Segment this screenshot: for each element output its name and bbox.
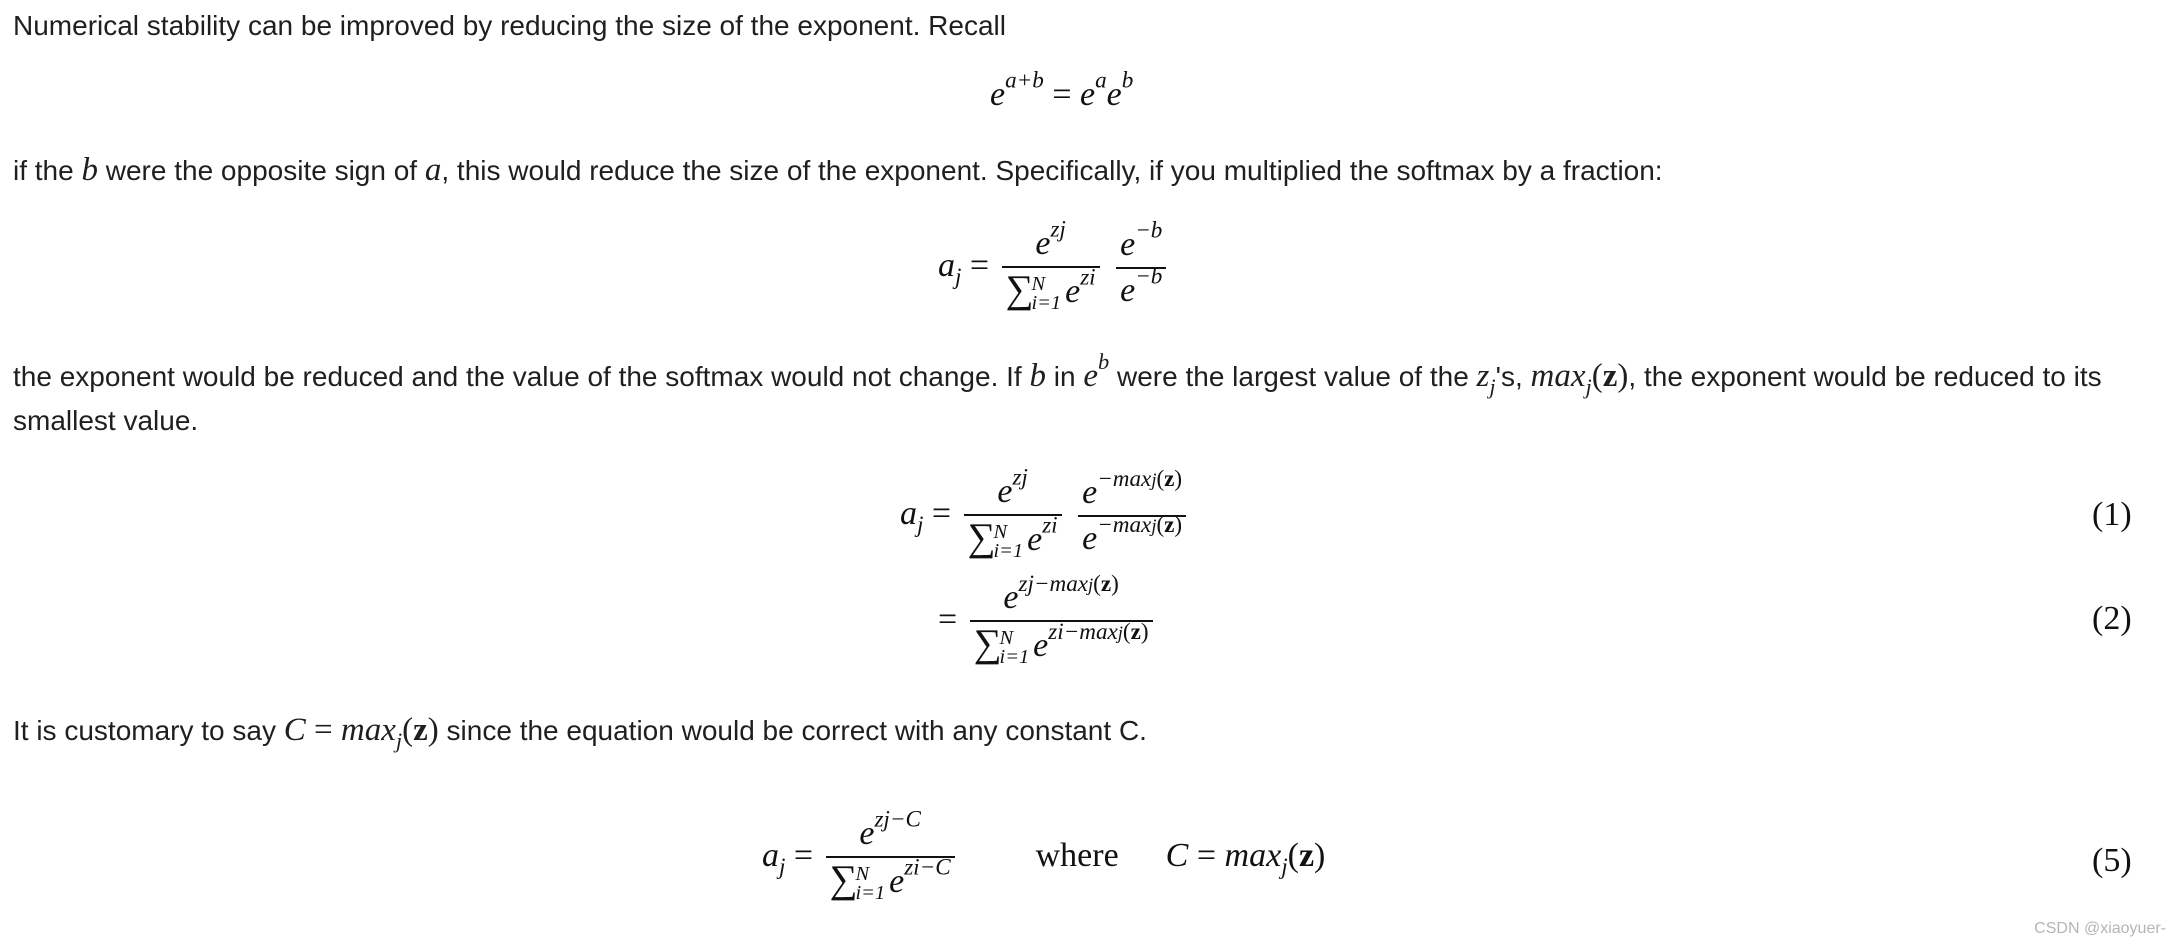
text-segment: It is customary to say bbox=[13, 715, 284, 746]
text-segment: in bbox=[1045, 361, 1084, 392]
paragraph-largest-value bbox=[13, 349, 2133, 443]
unit-fraction-b: $\frac{e^{-b}}{e^{-b}}$ bbox=[1116, 223, 1166, 313]
math-c-equals-max: $C = \max_j(z)$ bbox=[283, 712, 439, 753]
paragraph-opposite-sign bbox=[13, 148, 2133, 193]
softmax-fraction: $e^{zj}$ ∑ N i=1 $e^{zi}$ bbox=[1002, 222, 1100, 314]
text-segment: were the opposite sign of bbox=[97, 155, 425, 186]
text-segment: were the largest value of the bbox=[1109, 361, 1477, 392]
csdn-watermark: CSDN @xiaoyuer- bbox=[2034, 920, 2166, 937]
where-label: where bbox=[1035, 836, 1119, 874]
equation-5: $a_j$ = $e^{zj-C}$ ∑ N i=1 $e^{zi-C}$ where $C = \max_j(z)$ bbox=[762, 806, 1326, 905]
shifted-softmax-fraction: $e^{zj-maxj(z)}$ ∑ N i=1 $e^{zi-maxj(z)}$ bbox=[970, 576, 1153, 668]
paragraph-constant-c bbox=[13, 708, 2133, 753]
unit-fraction-max: $\frac{e^{-maxj(z)}}{e^{-maxj(z)}}$ bbox=[1078, 471, 1186, 561]
softmax-fraction: $e^{zj}$ ∑ N i=1 $e^{zi}$ bbox=[964, 470, 1062, 562]
constant-shift-fraction: $e^{zj-C}$ ∑ N i=1 $e^{zi-C}$ bbox=[826, 812, 955, 904]
equation-number-5: (5) bbox=[2092, 842, 2132, 879]
equation-2: = $e^{zj-maxj(z)}$ ∑ N i=1 $e^{zi-maxj(z)}$ bbox=[938, 576, 1157, 668]
paragraph-intro-text: Numerical stability can be improved by reducing the size of the exponent. Recall bbox=[13, 10, 1006, 41]
math-e-b: $e^b$ bbox=[1083, 349, 1110, 394]
exp-identity-equation: $e^{a+b} = e^ae^b$ bbox=[990, 67, 1134, 113]
text-segment: the exponent would be reduced and the value of the softmax would not change. If bbox=[13, 361, 1030, 392]
math-zj: $z_j$ bbox=[1476, 358, 1496, 399]
equation-number-2: (2) bbox=[2092, 600, 2132, 637]
equation-1: $a_j$ = $e^{zj}$ ∑ N i=1 $e^{zi}$ $\frac{e^{-maxj(z)}}{e^{-maxj(z)}}$ bbox=[900, 470, 1190, 562]
paragraph-intro bbox=[13, 4, 2133, 48]
softmax-fraction-equation: $a_j$ = $e^{zj}$ ∑ N i=1 $e^{zi}$ $\frac{e^{-b}}{e^{-b}}$ bbox=[938, 222, 1170, 314]
math-a: a bbox=[424, 152, 442, 188]
text-segment: if the bbox=[13, 155, 82, 186]
text-segment: , this would reduce the size of the exponent. Specifically, if you multiplied the softmax by a fraction: bbox=[441, 155, 1663, 186]
text-segment: 's, bbox=[1495, 361, 1531, 392]
equation-number-1: (1) bbox=[2092, 496, 2132, 533]
math-max-z: $\max_j(z)$ bbox=[1530, 358, 1629, 399]
math-b: b bbox=[81, 152, 98, 188]
text-segment: , the exponent would be reduced to its smallest value. bbox=[13, 361, 2102, 436]
text-segment: since the equation would be correct with any constant C. bbox=[438, 715, 1147, 746]
math-b: b bbox=[1029, 358, 1046, 394]
